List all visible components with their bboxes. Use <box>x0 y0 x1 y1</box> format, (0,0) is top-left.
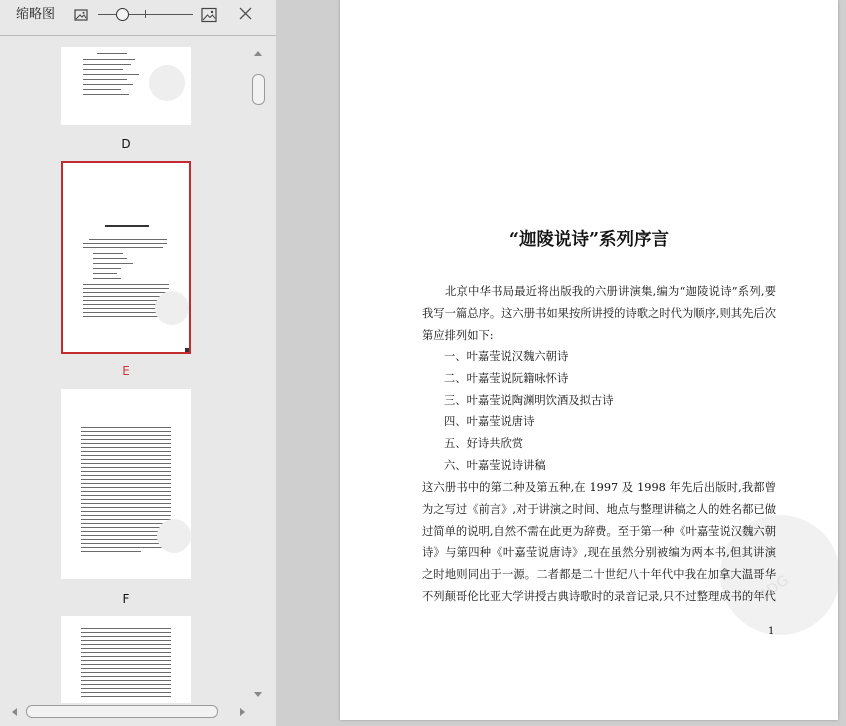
watermark-icon <box>149 65 185 101</box>
page-number: 1 <box>768 626 775 637</box>
body-paragraph: 这六册书中的第二种及第五种,在 1997 及 1998 年先后出版时,我都曾为之写过《前言》,对于讲演之时间、地点与整理讲稿之人的姓名都已做过简单的说明,自然不需在此更为辞费。至于第一种《叶嘉莹说汉魏六朝诗》与第四种《叶嘉莹说唐诗》,现在虽然分别被编为两本书,但其讲演之时地则同出于一源。二者都是二十世纪八十年代中我在加拿大温哥华不列颠哥伦比亚大学讲授古典诗歌时的录音记录,只不过整理成书的年代 <box>422 481 776 603</box>
scroll-up-arrow-icon[interactable] <box>254 51 262 56</box>
image-large-icon[interactable] <box>201 7 217 23</box>
vertical-scroll-thumb[interactable] <box>252 74 265 105</box>
thumbnail-toolbar <box>0 0 276 36</box>
zoom-slider-handle[interactable] <box>116 8 129 21</box>
page-title: “迦陵说诗”系列序言 <box>508 230 670 250</box>
list-item: 五、好诗共欣赏 <box>444 437 524 450</box>
page-thumbnail-g[interactable] <box>61 616 191 703</box>
horizontal-scroll-thumb[interactable] <box>26 705 218 718</box>
panel-title: 缩略图 <box>16 7 56 22</box>
scroll-left-arrow-icon[interactable] <box>12 708 17 716</box>
list-item: 一、叶嘉莹说汉魏六朝诗 <box>444 350 569 363</box>
thumbnail-list <box>0 37 250 703</box>
page-thumbnail-e[interactable] <box>61 161 191 354</box>
watermark-icon <box>155 291 189 325</box>
intro-paragraph: 北京中华书局最近将出版我的六册讲演集,编为“迦陵说诗”系列,要我写一篇总序。这六册书如果按所讲授的诗歌之时代为顺序,则其先后次第应排列如下: <box>422 285 776 342</box>
page-label: D <box>121 137 131 151</box>
page-label: F <box>122 592 130 606</box>
zoom-slider-tick <box>145 10 146 18</box>
thumbnail-panel <box>0 0 276 726</box>
watermark-text: PDG <box>756 571 793 605</box>
list-item: 四、叶嘉莹说唐诗 <box>444 415 535 428</box>
watermark-icon <box>157 519 191 553</box>
document-page[interactable] <box>340 0 838 720</box>
page-thumbnail-f[interactable] <box>61 389 191 579</box>
list-item: 六、叶嘉莹说诗讲稿 <box>444 459 546 472</box>
list-item: 二、叶嘉莹说阮籍咏怀诗 <box>444 372 569 385</box>
thumbnail-vertical-scrollbar[interactable] <box>251 37 266 703</box>
scroll-right-arrow-icon[interactable] <box>240 708 245 716</box>
page-thumbnail-d[interactable] <box>61 47 191 125</box>
thumbnail-horizontal-scrollbar[interactable] <box>0 703 266 720</box>
page-label-selected: E <box>122 364 130 378</box>
scroll-down-arrow-icon[interactable] <box>254 692 262 697</box>
list-item: 三、叶嘉莹说陶渊明饮酒及拟古诗 <box>444 394 614 407</box>
close-icon[interactable] <box>238 6 253 21</box>
image-small-icon[interactable] <box>73 7 89 23</box>
